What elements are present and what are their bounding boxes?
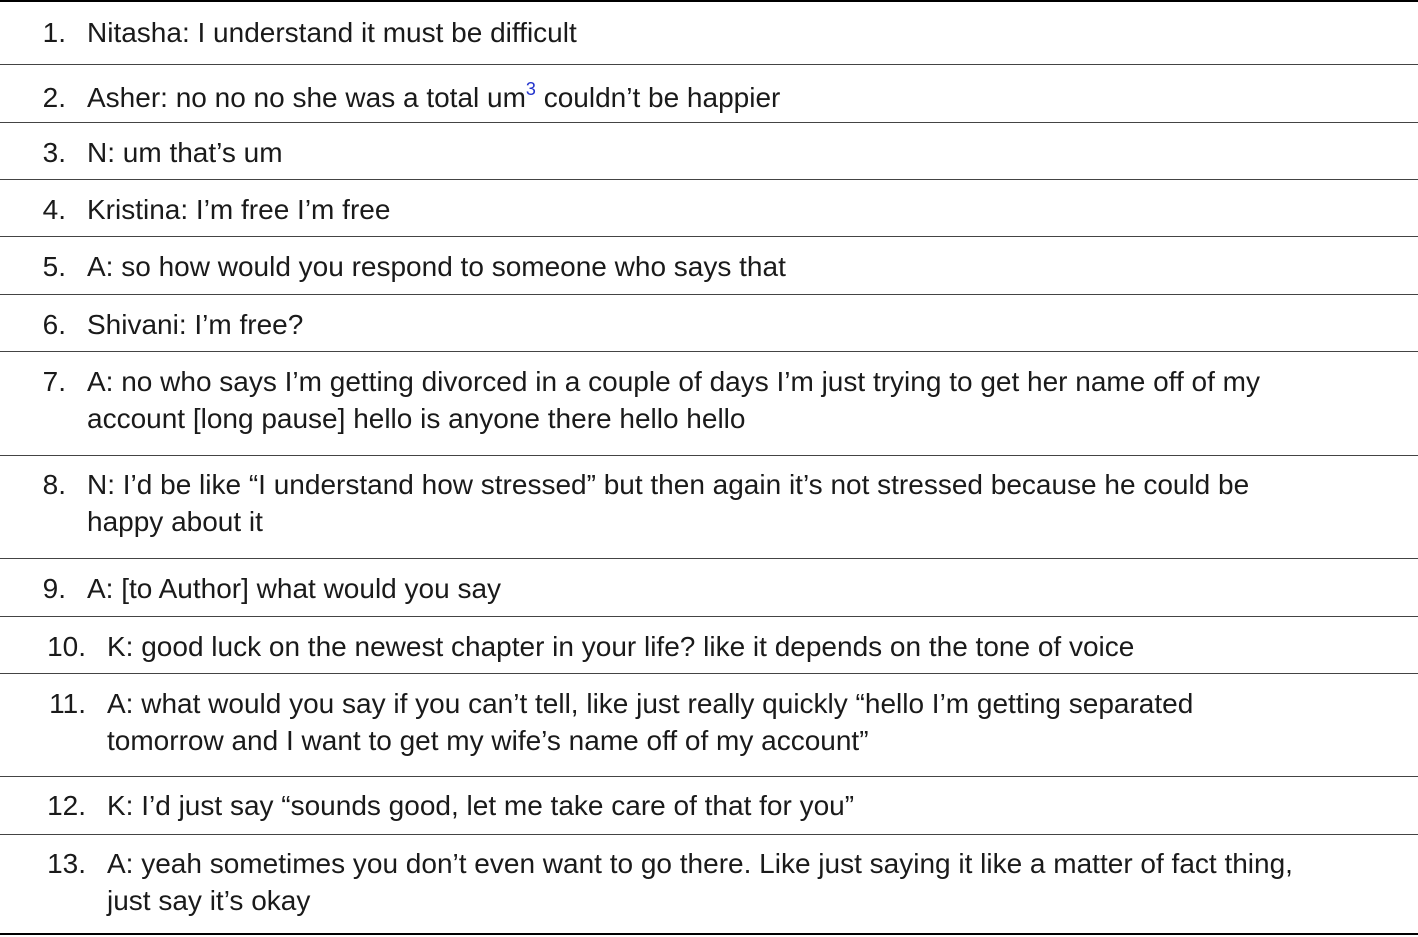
row-text: Shivani: I’m free? [87,309,304,340]
row-text: Kristina: I’m free I’m free [87,194,391,225]
row-text [107,685,1193,759]
row-text-line: happy about it [87,506,263,537]
row-text-line: tomorrow and I want to get my wife’s name off of my account” [107,725,869,756]
transcript-row [0,835,1418,933]
row-number: 6. [42,309,66,340]
row-text [107,845,1293,919]
row-number: 13. [47,848,86,879]
row-number: 3. [42,137,66,168]
row-text-line: just say it’s okay [107,885,311,916]
transcript-row [0,180,1418,237]
transcript-row [0,352,1418,456]
row-number: 8. [42,469,66,500]
row-text: A: [to Author] what would you say [87,573,502,604]
row-number: 9. [42,573,66,604]
row-text: A: so how would you respond to someone who says that [87,251,786,282]
transcript-row [0,65,1418,123]
row-number: 7. [42,366,66,397]
row-number: 2. [42,82,66,113]
transcript-row [0,237,1418,295]
row-text-part: Asher: no no no she was a total um [87,82,526,113]
row-text: N: um that’s um [87,137,283,168]
row-text-line: account [long pause] hello is anyone there hello hello [87,403,746,434]
row-text: K: I’d just say “sounds good, let me take care of that for you” [107,790,855,821]
row-number: 10. [47,631,86,662]
transcript-row [0,295,1418,352]
transcript-row [0,123,1418,180]
row-number: 11. [49,688,86,719]
row-text [87,79,780,116]
transcript-row [0,617,1418,674]
row-text-line: N: I’d be like “I understand how stressed” but then again it’s not stressed because he could be [87,469,1250,500]
footnote-link[interactable]: 3 [525,79,536,99]
row-text-line: A: yeah sometimes you don’t even want to go there. Like just saying it like a matter of fact thing, [107,848,1293,879]
row-text [87,466,1249,540]
row-number: 1. [42,17,66,48]
transcript-row [0,559,1418,617]
row-text: K: good luck on the newest chapter in your life? like it depends on the tone of voice [107,631,1135,662]
transcript-row [0,456,1418,559]
row-text-part: couldn’t be happier [535,82,781,113]
transcript-row [0,674,1418,777]
row-text-line: A: what would you say if you can’t tell, like just really quickly “hello I’m getting separated [107,688,1194,719]
row-number: 5. [42,251,66,282]
row-number: 4. [42,194,66,225]
row-number: 12. [47,790,86,821]
row-text [87,363,1260,437]
row-text-line: A: no who says I’m getting divorced in a couple of days I’m just trying to get her name off of my [87,366,1260,397]
row-text: Nitasha: I understand it must be difficult [87,17,577,48]
transcript-row [0,777,1418,835]
transcript-row [0,2,1418,65]
